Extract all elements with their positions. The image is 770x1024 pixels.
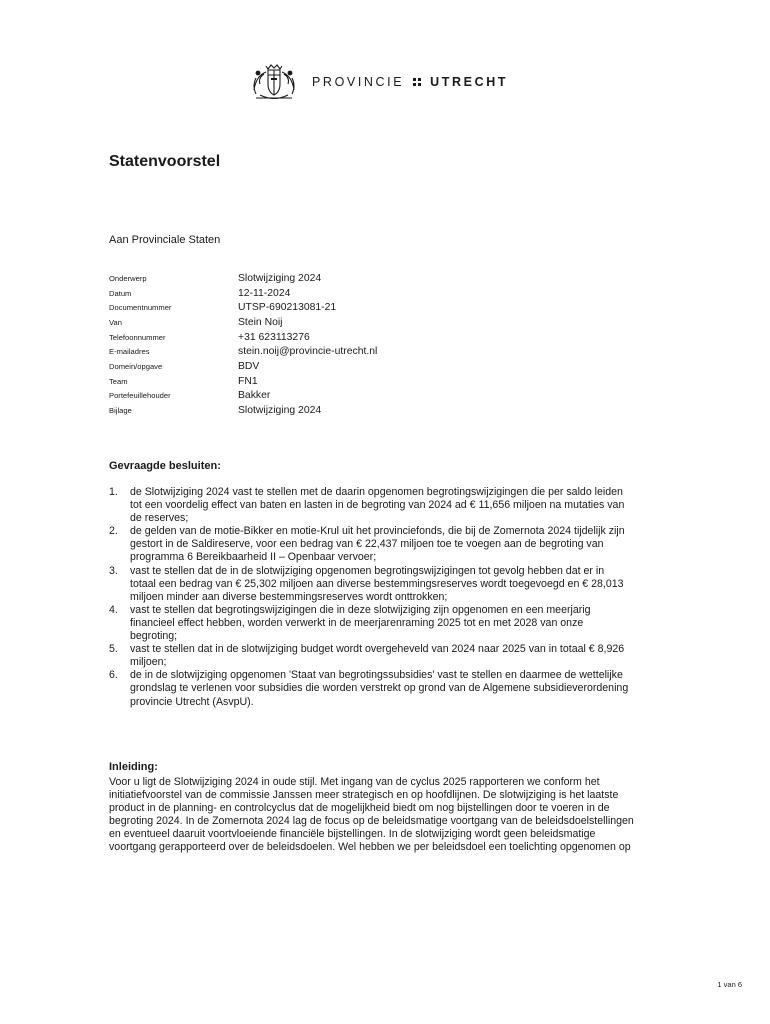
text-line: totaal een bedrag van € 25,302 miljoen aan diverse bestemmingsreserves wordt toegevoegd en € 28,013 xyxy=(130,577,624,590)
logo-dots-icon xyxy=(413,78,421,86)
meta-value: Slotwijziging 2024 xyxy=(238,272,322,284)
text-line: vast te stellen dat begrotingswijzigingen die in deze slotwijziging zijn opgenomen en een meerjarig xyxy=(130,603,591,616)
list-number: 3. xyxy=(109,564,118,577)
text-line: financieel effect hebben, worden verwerkt in de meerjarenraming 2025 tot en met 2028 van onze xyxy=(130,616,584,629)
text-line: programma 6 Bereikbaarheid II – Openbaar vervoer; xyxy=(130,551,377,564)
document-title: Statenvoorstel xyxy=(109,153,221,170)
text-line: en eventueel daaruit voortvloeiende financiële bijstellingen. In de slotwijziging wordt geen beleidsmatige xyxy=(109,828,596,841)
meta-label: Team xyxy=(109,376,128,386)
meta-label: Documentnummer xyxy=(109,303,172,313)
intro-heading: Inleiding: xyxy=(109,761,158,773)
list-text xyxy=(130,643,709,669)
province-logo xyxy=(246,62,508,102)
meta-label: Datum xyxy=(109,288,132,298)
list-item xyxy=(109,669,709,708)
meta-label: Van xyxy=(109,317,122,327)
meta-value: Stein Noij xyxy=(238,316,283,328)
addressee: Aan Provinciale Staten xyxy=(109,234,221,246)
decisions-heading: Gevraagde besluiten: xyxy=(109,460,221,472)
coat-of-arms-icon xyxy=(246,62,302,102)
logo-word-provincie: PROVINCIE xyxy=(312,75,405,89)
metadata-table xyxy=(109,271,509,418)
list-text xyxy=(130,525,709,564)
meta-value: BDV xyxy=(238,360,260,372)
list-item xyxy=(109,565,709,604)
meta-value: UTSP-690213081-21 xyxy=(238,302,337,314)
list-number: 4. xyxy=(109,603,118,616)
meta-row-portefeuillehouder xyxy=(109,389,509,404)
list-item xyxy=(109,604,709,643)
meta-label: Bijlage xyxy=(109,406,132,416)
meta-row-telefoonnummer xyxy=(109,330,509,345)
text-line: de in de slotwijziging opgenomen 'Staat van begrotingssubsidies' vast te stellen en daarmee de wettelijke xyxy=(130,669,623,682)
list-text xyxy=(130,669,709,708)
meta-value: FN1 xyxy=(238,375,258,387)
text-line: de gelden van de motie-Bikker en motie-Krul uit het provinciefonds, die bij de Zomernota 2024 tijdelijk zijn xyxy=(130,525,625,538)
meta-value: 12-11-2024 xyxy=(238,287,291,299)
text-line: tot een voordelig effect van baten en lasten in de begroting van 2024 ad € 11,656 miljoen na mutaties van xyxy=(130,499,625,512)
email-link[interactable]: stein.noij@provincie-utrecht.nl xyxy=(238,346,378,358)
text-line: initiatiefvoorstel van de commissie Janssen meer strategisch en op hoofdlijnen. De slotwijziging is het laatste xyxy=(109,789,619,802)
text-line: gestort in de Saldireserve, voor een bedrag van € 22,437 miljoen toe te voegen aan de begroting van xyxy=(130,538,604,551)
meta-row-bijlage xyxy=(109,403,509,418)
logo-word-utrecht: UTRECHT xyxy=(430,75,509,89)
meta-value: Bakker xyxy=(238,390,271,402)
list-text xyxy=(130,486,709,525)
list-text xyxy=(130,565,709,604)
intro-paragraph xyxy=(109,776,709,855)
list-number: 5. xyxy=(109,643,118,656)
meta-value: Slotwijziging 2024 xyxy=(238,405,322,417)
text-line: vast te stellen dat in de slotwijziging budget wordt overgeheveld van 2024 naar 2025 van in totaal € 8,926 xyxy=(130,643,625,656)
text-line: product in de planning- en controlcyclus dat de mogelijkheid biedt om nog bijstellingen door te voeren in de xyxy=(109,802,610,815)
list-item xyxy=(109,643,709,669)
meta-row-team xyxy=(109,374,509,389)
text-line: Voor u ligt de Slotwijziging 2024 in oude stijl. Met ingang van de cyclus 2025 rapporteren we conform het xyxy=(109,776,600,788)
text-line: provincie Utrecht (AsvpU). xyxy=(130,695,254,708)
meta-label: Domein/opgave xyxy=(109,361,163,371)
text-line: begroting 2024. In de Zomernota 2024 lag de focus op de beleidsmatige voortgang van de beleidsdoelstellingen xyxy=(109,815,634,828)
text-line: grondslag te verlenen voor subsidies die worden verstrekt op grond van de Algemene subsidieverordening xyxy=(130,682,629,695)
meta-row-emailadres xyxy=(109,344,509,359)
text-line: de reserves; xyxy=(130,512,189,525)
list-item xyxy=(109,525,709,564)
meta-row-van xyxy=(109,315,509,330)
meta-label: Portefeuillehouder xyxy=(109,391,171,401)
list-number: 1. xyxy=(109,486,118,498)
list-item xyxy=(109,486,709,525)
meta-label: Onderwerp xyxy=(109,273,147,283)
decisions-list xyxy=(109,486,709,709)
text-line: miljoen; xyxy=(130,656,167,669)
meta-label: E-mailadres xyxy=(109,347,150,357)
text-line: voortgang gerapporteerd over de beleidsdoelen. Wel hebben we per beleidsdoel een toelichting opgenomen op xyxy=(109,841,631,854)
text-line: de Slotwijziging 2024 vast te stellen met de daarin opgenomen begrotingswijzigingen die per saldo leiden xyxy=(130,486,623,498)
meta-row-datum xyxy=(109,286,509,301)
list-text xyxy=(130,604,709,643)
meta-row-domein xyxy=(109,359,509,374)
meta-row-documentnummer xyxy=(109,300,509,315)
meta-row-onderwerp xyxy=(109,271,509,286)
text-line: begroting; xyxy=(130,630,178,643)
text-line: miljoen minder aan diverse bestemmingsreserves wordt onttrokken; xyxy=(130,590,448,603)
logo-wordmark xyxy=(312,75,508,89)
list-number: 6. xyxy=(109,669,118,682)
text-line: vast te stellen dat de in de slotwijziging opgenomen begrotingswijzigingen tot gevolg hebben dat er in xyxy=(130,564,605,577)
meta-label: Telefoonnummer xyxy=(109,332,166,342)
meta-value: +31 623113276 xyxy=(238,331,310,343)
list-number: 2. xyxy=(109,525,118,538)
page-number: 1 van 6 xyxy=(717,980,742,989)
